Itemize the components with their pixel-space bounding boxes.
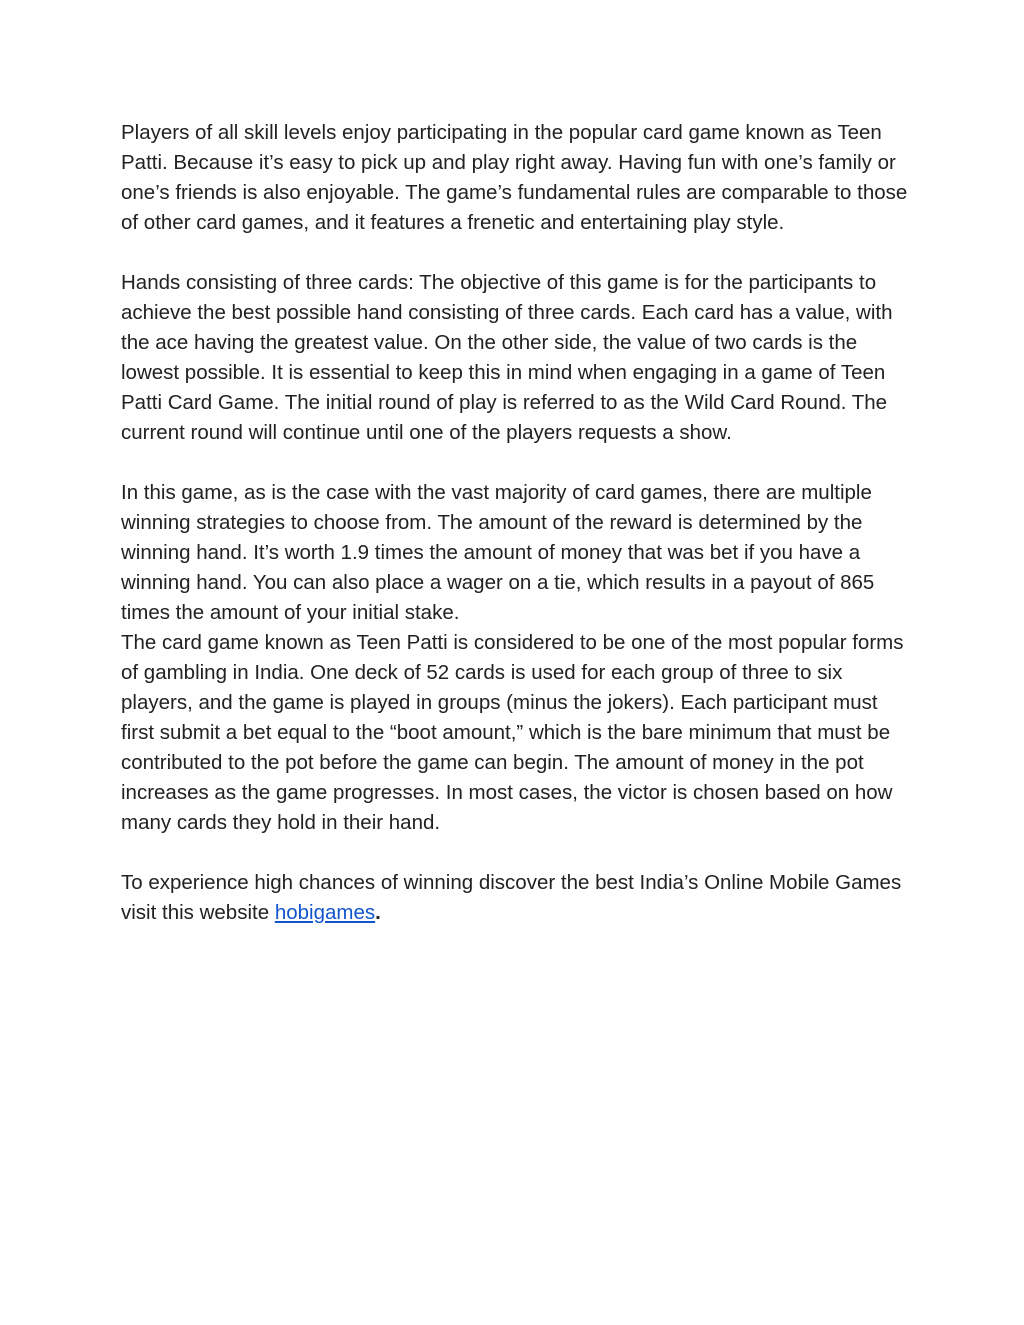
paragraph-intro: Players of all skill levels enjoy participating in the popular card game known as Teen Patti. Because it’s easy to pick up and play right away. Having fun with one’s family or one’s friends is also enjoyable. The game’s fundamental rules are comparable to those of other card games, and it features a frenetic and entertaining play style. <box>121 121 908 234</box>
cta-text: To experience high chances of winning discover the best India’s Online Mobile Games visit this website <box>121 871 902 924</box>
document-body <box>121 118 911 928</box>
paragraph-gambling-india: The card game known as Teen Patti is considered to be one of the most popular forms of gambling in India. One deck of 52 cards is used for each group of three to six players, and the game is played in groups (minus the jokers). Each participant must first submit a bet equal to the “boot amount,” which is the bare minimum that must be contributed to the pot before the game can begin. The amount of money in the pot increases as the game progresses. In most cases, the victor is chosen based on how many cards they hold in their hand. <box>121 631 904 834</box>
paragraph-winning-strategies: In this game, as is the case with the vast majority of card games, there are multiple winning strategies to choose from. The amount of the reward is determined by the winning hand. It’s worth 1.9 times the amount of money that was bet if you have a winning hand. You can also place a wager on a tie, which results in a payout of 865 times the amount of your initial stake. <box>121 481 875 624</box>
hobigames-link[interactable]: hobigames <box>274 901 376 924</box>
paragraph-call-to-action <box>121 868 911 928</box>
paragraph-three-card-hands: Hands consisting of three cards: The objective of this game is for the participants to achieve the best possible hand consisting of three cards. Each card has a value, with the ace having the greatest value. On the other side, the value of two cards is the lowest possible. It is essential to keep this in mind when engaging in a game of Teen Patti Card Game. The initial round of play is referred to as the Wild Card Round. The current round will continue until one of the players requests a show. <box>121 271 893 444</box>
cta-period: . <box>375 901 381 924</box>
